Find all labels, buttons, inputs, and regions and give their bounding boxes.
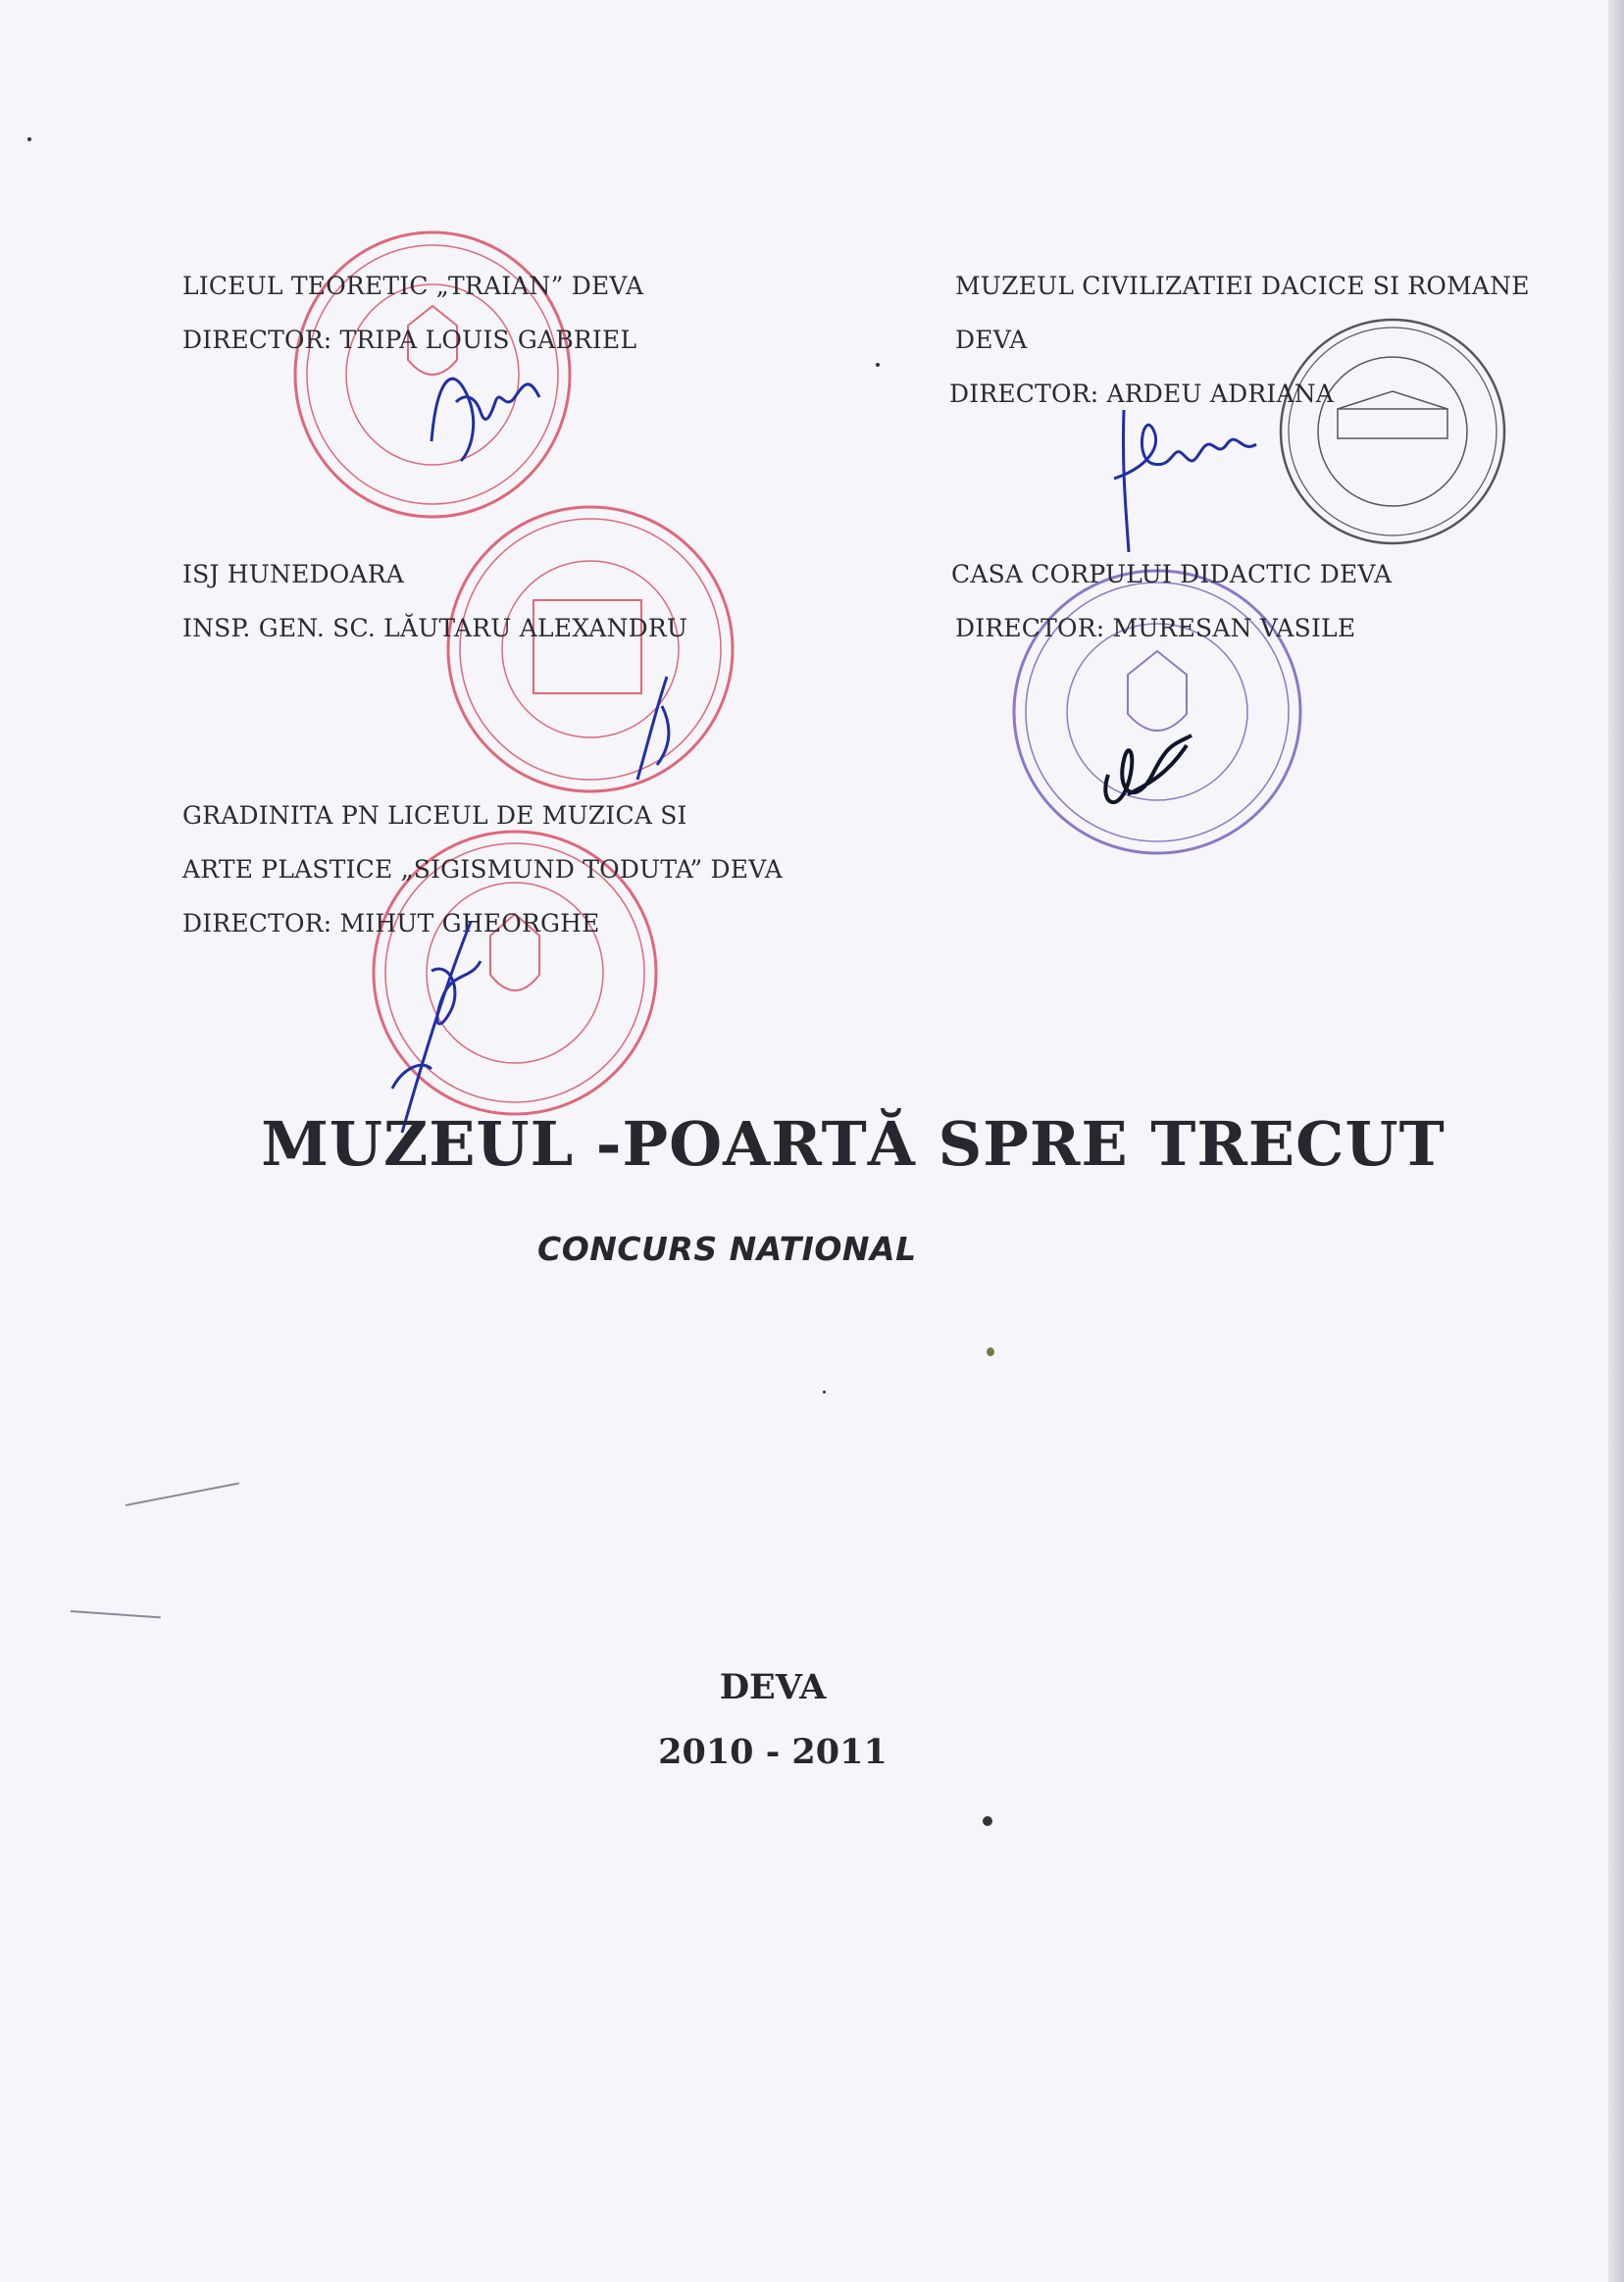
document-title: MUZEUL -POARTĂ SPRE TRECUT (261, 1108, 1446, 1180)
institution-name-line-2: ARTE PLASTICE „SIGISMUND TODUTA” DEVA (182, 855, 784, 884)
document-subtitle: CONCURS NATIONAL (537, 1230, 917, 1268)
institution-name: MUZEUL CIVILIZATIEI DACICE SI ROMANE (955, 272, 1530, 300)
institution-block-liceul-traian (182, 259, 643, 367)
document-city: DEVA (719, 1667, 827, 1707)
document-years: 2010 - 2011 (658, 1732, 888, 1772)
institution-block-gradinita (182, 788, 783, 950)
scan-speck (823, 1391, 826, 1394)
director-line: DIRECTOR: ARDEU ADRIANA (949, 380, 1335, 408)
scan-speck (27, 137, 31, 141)
institution-name: CASA CORPULUI DIDACTIC DEVA (951, 560, 1393, 588)
institution-name: ISJ HUNEDOARA (182, 560, 405, 588)
scan-speck (983, 1816, 992, 1826)
director-line: DIRECTOR: TRIPA LOUIS GABRIEL (182, 326, 637, 354)
inspector-line: INSP. GEN. SC. LĂUTARU ALEXANDRU (182, 614, 688, 642)
institution-name: LICEUL TEORETIC „TRAIAN” DEVA (182, 272, 644, 300)
institution-block-isj (182, 547, 687, 655)
institution-name-line-1: GRADINITA PN LICEUL DE MUZICA SI (182, 801, 687, 830)
scan-speck (987, 1347, 994, 1356)
director-line: DIRECTOR: MURESAN VASILE (955, 614, 1356, 642)
institution-city: DEVA (955, 326, 1028, 354)
institution-block-ccd (951, 547, 1392, 655)
scan-speck (876, 363, 880, 367)
director-line: DIRECTOR: MIHUT GHEORGHE (182, 909, 600, 938)
institution-block-muzeul (949, 259, 1530, 421)
